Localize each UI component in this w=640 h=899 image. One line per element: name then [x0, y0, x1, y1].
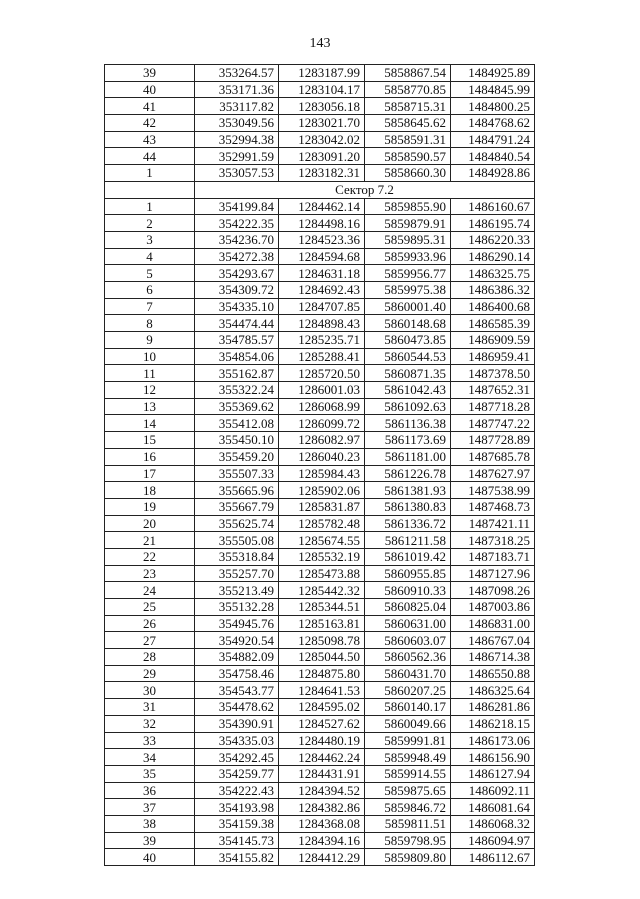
- coordinate-cell: 1486767.04: [451, 632, 535, 649]
- table-row: [105, 749, 535, 766]
- coordinate-cell: 5861042.43: [365, 382, 451, 399]
- coordinate-cell: 352991.59: [195, 148, 279, 165]
- coordinate-cell: 1283091.20: [279, 148, 365, 165]
- table-row: [105, 448, 535, 465]
- coordinate-cell: 1487652.31: [451, 382, 535, 399]
- coordinate-cell: 5860871.35: [365, 365, 451, 382]
- table-row: [105, 799, 535, 816]
- coordinate-cell: 355213.49: [195, 582, 279, 599]
- coordinate-cell: 354193.98: [195, 799, 279, 816]
- coordinate-cell: 355625.74: [195, 515, 279, 532]
- point-number-cell: 22: [105, 548, 195, 565]
- table-row: [105, 265, 535, 282]
- coordinate-cell: 5860049.66: [365, 715, 451, 732]
- table-row: [105, 215, 535, 232]
- coordinate-cell: 355665.96: [195, 482, 279, 499]
- point-number-cell: 9: [105, 332, 195, 349]
- coordinate-cell: 354145.73: [195, 832, 279, 849]
- coordinate-cell: 355507.33: [195, 465, 279, 482]
- point-number-cell: 42: [105, 115, 195, 132]
- coordinate-cell: 1284412.29: [279, 849, 365, 866]
- coordinate-cell: 353117.82: [195, 98, 279, 115]
- table-body-before-sector: [105, 65, 535, 182]
- point-number-cell: 43: [105, 131, 195, 148]
- coordinate-cell: 1486325.64: [451, 682, 535, 699]
- coordinate-cell: 1284641.53: [279, 682, 365, 699]
- coordinate-cell: 1484928.86: [451, 165, 535, 182]
- coordinate-cell: 355450.10: [195, 432, 279, 449]
- coordinate-cell: 5859975.38: [365, 281, 451, 298]
- point-number-cell: 7: [105, 298, 195, 315]
- point-number-cell: 18: [105, 482, 195, 499]
- table-row: [105, 482, 535, 499]
- coordinate-cell: 5861181.00: [365, 448, 451, 465]
- coordinate-cell: 353057.53: [195, 165, 279, 182]
- table-row: [105, 165, 535, 182]
- coordinate-cell: 1486160.67: [451, 198, 535, 215]
- coordinate-cell: 1286068.99: [279, 398, 365, 415]
- table-row: [105, 298, 535, 315]
- coordinate-cell: 5861380.83: [365, 498, 451, 515]
- coordinate-cell: 354854.06: [195, 348, 279, 365]
- coordinate-cell: 1285831.87: [279, 498, 365, 515]
- point-number-cell: 12: [105, 382, 195, 399]
- coordinate-cell: 1284462.24: [279, 749, 365, 766]
- coordinate-cell: 1285720.50: [279, 365, 365, 382]
- coordinate-cell: 5860207.25: [365, 682, 451, 699]
- table-row: [105, 465, 535, 482]
- table-row: [105, 498, 535, 515]
- coordinate-cell: 1486081.64: [451, 799, 535, 816]
- coordinate-cell: 5860631.00: [365, 615, 451, 632]
- coordinate-cell: 5859933.96: [365, 248, 451, 265]
- point-number-cell: 2: [105, 215, 195, 232]
- coordinate-cell: 354236.70: [195, 231, 279, 248]
- table-row: [105, 365, 535, 382]
- coordinate-cell: 1487003.86: [451, 599, 535, 616]
- coordinate-cell: 1487127.96: [451, 565, 535, 582]
- coordinate-cell: 1486092.11: [451, 782, 535, 799]
- table-row: [105, 148, 535, 165]
- coordinate-cell: 1284527.62: [279, 715, 365, 732]
- coordinate-cell: 354293.67: [195, 265, 279, 282]
- table-row: [105, 632, 535, 649]
- coordinate-cell: 354335.03: [195, 732, 279, 749]
- coordinate-cell: 1283182.31: [279, 165, 365, 182]
- coordinate-cell: 1486068.32: [451, 815, 535, 832]
- coordinate-cell: 1484768.62: [451, 115, 535, 132]
- coordinate-cell: 1284394.16: [279, 832, 365, 849]
- table-row: [105, 432, 535, 449]
- coordinate-cell: 1486585.39: [451, 315, 535, 332]
- coordinate-cell: 1487468.73: [451, 498, 535, 515]
- coordinate-cell: 1486127.94: [451, 765, 535, 782]
- table-row: [105, 649, 535, 666]
- coordinate-cell: 1285902.06: [279, 482, 365, 499]
- coordinate-cell: 5859948.49: [365, 749, 451, 766]
- coordinate-cell: 1284692.43: [279, 281, 365, 298]
- coordinate-cell: 1484845.99: [451, 81, 535, 98]
- coordinate-cell: 5858590.57: [365, 148, 451, 165]
- coordinate-cell: 1486290.14: [451, 248, 535, 265]
- coordinate-cell: 1487538.99: [451, 482, 535, 499]
- table-row: [105, 115, 535, 132]
- point-number-cell: 33: [105, 732, 195, 749]
- coordinate-cell: 5860544.53: [365, 348, 451, 365]
- point-number-cell: 21: [105, 532, 195, 549]
- point-number-cell: 40: [105, 849, 195, 866]
- coordinate-cell: 5858645.62: [365, 115, 451, 132]
- coordinate-cell: 1284594.68: [279, 248, 365, 265]
- coordinate-cell: 5861226.78: [365, 465, 451, 482]
- table-row: [105, 815, 535, 832]
- coordinate-cell: 355412.08: [195, 415, 279, 432]
- coordinate-cell: 354335.10: [195, 298, 279, 315]
- table-body-after-sector: [105, 198, 535, 866]
- coordinate-cell: 1286099.72: [279, 415, 365, 432]
- coordinate-cell: 354390.91: [195, 715, 279, 732]
- point-number-cell: 38: [105, 815, 195, 832]
- coordinate-cell: 1487747.22: [451, 415, 535, 432]
- coordinate-cell: 5860910.33: [365, 582, 451, 599]
- coordinate-cell: 1283104.17: [279, 81, 365, 98]
- coordinate-cell: 5859855.90: [365, 198, 451, 215]
- coordinate-cell: 354920.54: [195, 632, 279, 649]
- coordinate-cell: 5861092.63: [365, 398, 451, 415]
- table-row: [105, 699, 535, 716]
- table-row: [105, 715, 535, 732]
- coordinate-cell: 5859846.72: [365, 799, 451, 816]
- table-row: [105, 732, 535, 749]
- coordinate-cell: 1486386.32: [451, 281, 535, 298]
- coordinate-cell: 5860955.85: [365, 565, 451, 582]
- coordinate-cell: 1284462.14: [279, 198, 365, 215]
- point-number-cell: 27: [105, 632, 195, 649]
- point-number-cell: 39: [105, 65, 195, 82]
- coordinate-cell: 5859895.31: [365, 231, 451, 248]
- point-number-cell: 1: [105, 165, 195, 182]
- coordinate-cell: 1283042.02: [279, 131, 365, 148]
- coordinate-cell: 1286040.23: [279, 448, 365, 465]
- coordinate-cell: 354199.84: [195, 198, 279, 215]
- coordinate-cell: 1284480.19: [279, 732, 365, 749]
- point-number-cell: 1: [105, 198, 195, 215]
- point-number-cell: 30: [105, 682, 195, 699]
- point-number-cell: 8: [105, 315, 195, 332]
- coordinate-cell: 1484840.54: [451, 148, 535, 165]
- coordinate-cell: 1286082.97: [279, 432, 365, 449]
- coordinate-cell: 353264.57: [195, 65, 279, 82]
- point-number-cell: 13: [105, 398, 195, 415]
- coordinate-cell: 1284631.18: [279, 265, 365, 282]
- coordinate-cell: 5860562.36: [365, 649, 451, 666]
- coordinate-cell: 5858770.85: [365, 81, 451, 98]
- point-number-cell: 10: [105, 348, 195, 365]
- point-number-cell: 31: [105, 699, 195, 716]
- coordinate-cell: 5858591.31: [365, 131, 451, 148]
- table-row: [105, 131, 535, 148]
- coordinate-cell: 5859809.80: [365, 849, 451, 866]
- coordinate-cell: 1284523.36: [279, 231, 365, 248]
- coordinate-cell: 1487728.89: [451, 432, 535, 449]
- coordinate-cell: 5858715.31: [365, 98, 451, 115]
- coordinate-cell: 1285532.19: [279, 548, 365, 565]
- coordinate-cell: 5859798.95: [365, 832, 451, 849]
- coordinate-cell: 1484925.89: [451, 65, 535, 82]
- coordinate-cell: 1487627.97: [451, 465, 535, 482]
- coordinate-cell: 1487718.28: [451, 398, 535, 415]
- coordinate-cell: 5859914.55: [365, 765, 451, 782]
- coordinate-cell: 1487183.71: [451, 548, 535, 565]
- table-row: [105, 98, 535, 115]
- point-number-cell: 3: [105, 231, 195, 248]
- table-row: [105, 281, 535, 298]
- coordinate-cell: 354222.35: [195, 215, 279, 232]
- coordinate-cell: 1486959.41: [451, 348, 535, 365]
- coordinate-cell: 1487318.25: [451, 532, 535, 549]
- coordinate-cell: 5861336.72: [365, 515, 451, 532]
- table-row: [105, 682, 535, 699]
- page-number: 143: [309, 36, 331, 51]
- table-row: [105, 582, 535, 599]
- point-number-cell: 37: [105, 799, 195, 816]
- coordinate-cell: 1285442.32: [279, 582, 365, 599]
- coordinate-cell: 355459.20: [195, 448, 279, 465]
- coordinate-cell: 1486112.67: [451, 849, 535, 866]
- point-number-cell: 35: [105, 765, 195, 782]
- coordinate-cell: 5861381.93: [365, 482, 451, 499]
- coordinate-cell: 1486400.68: [451, 298, 535, 315]
- coordinate-cell: 5861019.42: [365, 548, 451, 565]
- coordinate-cell: 354259.77: [195, 765, 279, 782]
- point-number-cell: 19: [105, 498, 195, 515]
- coordinate-cell: 355257.70: [195, 565, 279, 582]
- table-row: [105, 515, 535, 532]
- coordinate-cell: 5860001.40: [365, 298, 451, 315]
- coordinate-cell: 1285674.55: [279, 532, 365, 549]
- table-row: [105, 765, 535, 782]
- table-row: [105, 315, 535, 332]
- table-row: [105, 599, 535, 616]
- coordinate-cell: 1285344.51: [279, 599, 365, 616]
- coordinate-cell: 1486550.88: [451, 665, 535, 682]
- coordinate-cell: 5859811.51: [365, 815, 451, 832]
- coordinate-cell: 354155.82: [195, 849, 279, 866]
- point-number-cell: 29: [105, 665, 195, 682]
- sector-header-group: [105, 181, 535, 198]
- coordinate-cell: 5861136.38: [365, 415, 451, 432]
- coordinate-cell: 1486909.59: [451, 332, 535, 349]
- coordinate-cell: 1484800.25: [451, 98, 535, 115]
- coordinates-table: [104, 64, 535, 866]
- coordinate-cell: 5859879.91: [365, 215, 451, 232]
- point-number-cell: 24: [105, 582, 195, 599]
- sector-blank-cell: [105, 181, 195, 198]
- coordinate-cell: 5859991.81: [365, 732, 451, 749]
- coordinate-cell: 5859956.77: [365, 265, 451, 282]
- coordinate-cell: 354292.45: [195, 749, 279, 766]
- table-row: [105, 65, 535, 82]
- point-number-cell: 32: [105, 715, 195, 732]
- table-row: [105, 81, 535, 98]
- coordinate-cell: 1284431.91: [279, 765, 365, 782]
- coordinate-cell: 5860603.07: [365, 632, 451, 649]
- coordinate-cell: 354758.46: [195, 665, 279, 682]
- coordinate-cell: 1487685.78: [451, 448, 535, 465]
- coordinate-cell: 354272.38: [195, 248, 279, 265]
- coordinate-cell: 354543.77: [195, 682, 279, 699]
- coordinate-cell: 5858867.54: [365, 65, 451, 82]
- coordinate-cell: 1487421.11: [451, 515, 535, 532]
- coordinate-cell: 5858660.30: [365, 165, 451, 182]
- point-number-cell: 26: [105, 615, 195, 632]
- coordinate-cell: 352994.38: [195, 131, 279, 148]
- table-row: [105, 248, 535, 265]
- coordinate-cell: 1487098.26: [451, 582, 535, 599]
- point-number-cell: 5: [105, 265, 195, 282]
- coordinate-cell: 1285044.50: [279, 649, 365, 666]
- sector-label: Сектор 7.2: [195, 181, 535, 198]
- coordinate-cell: 5860140.17: [365, 699, 451, 716]
- coordinate-cell: 5860473.85: [365, 332, 451, 349]
- point-number-cell: 25: [105, 599, 195, 616]
- coordinate-cell: 354945.76: [195, 615, 279, 632]
- table-row: [105, 832, 535, 849]
- coordinate-cell: 5861173.69: [365, 432, 451, 449]
- coordinate-cell: 5860431.70: [365, 665, 451, 682]
- point-number-cell: 41: [105, 98, 195, 115]
- coordinate-cell: 1487378.50: [451, 365, 535, 382]
- point-number-cell: 34: [105, 749, 195, 766]
- point-number-cell: 6: [105, 281, 195, 298]
- coordinate-cell: 1284498.16: [279, 215, 365, 232]
- coordinate-cell: 1285984.43: [279, 465, 365, 482]
- table-row: [105, 615, 535, 632]
- coordinate-cell: 1486195.74: [451, 215, 535, 232]
- coordinate-cell: 354309.72: [195, 281, 279, 298]
- point-number-cell: 23: [105, 565, 195, 582]
- coordinate-cell: 354882.09: [195, 649, 279, 666]
- coordinate-cell: 1283021.70: [279, 115, 365, 132]
- coordinate-cell: 355505.08: [195, 532, 279, 549]
- coordinate-cell: 1285473.88: [279, 565, 365, 582]
- coordinate-cell: 355318.84: [195, 548, 279, 565]
- coordinate-cell: 5860825.04: [365, 599, 451, 616]
- point-number-cell: 4: [105, 248, 195, 265]
- coordinate-cell: 5859875.65: [365, 782, 451, 799]
- coordinate-cell: 355162.87: [195, 365, 279, 382]
- point-number-cell: 40: [105, 81, 195, 98]
- coordinate-cell: 1285163.81: [279, 615, 365, 632]
- coordinate-cell: 1285288.41: [279, 348, 365, 365]
- point-number-cell: 11: [105, 365, 195, 382]
- table-row: [105, 198, 535, 215]
- coordinate-cell: 5861211.58: [365, 532, 451, 549]
- point-number-cell: 44: [105, 148, 195, 165]
- point-number-cell: 15: [105, 432, 195, 449]
- coordinate-cell: 1486094.97: [451, 832, 535, 849]
- point-number-cell: 17: [105, 465, 195, 482]
- point-number-cell: 39: [105, 832, 195, 849]
- coordinate-cell: 1284898.43: [279, 315, 365, 332]
- coordinate-cell: 1486281.86: [451, 699, 535, 716]
- table-row: [105, 398, 535, 415]
- coordinate-cell: 1285098.78: [279, 632, 365, 649]
- table-row: [105, 382, 535, 399]
- point-number-cell: 20: [105, 515, 195, 532]
- coordinate-cell: 1486831.00: [451, 615, 535, 632]
- coordinate-cell: 354159.38: [195, 815, 279, 832]
- coordinate-cell: 1486714.38: [451, 649, 535, 666]
- coordinate-cell: 1285782.48: [279, 515, 365, 532]
- table-row: [105, 332, 535, 349]
- table-row: [105, 849, 535, 866]
- point-number-cell: 16: [105, 448, 195, 465]
- coordinate-cell: 354474.44: [195, 315, 279, 332]
- coordinate-cell: 354222.43: [195, 782, 279, 799]
- coordinate-cell: 1284707.85: [279, 298, 365, 315]
- table-row: [105, 231, 535, 248]
- coordinate-cell: 1283187.99: [279, 65, 365, 82]
- table-row: [105, 532, 535, 549]
- coordinate-cell: 5860148.68: [365, 315, 451, 332]
- coordinate-cell: 353049.56: [195, 115, 279, 132]
- coordinate-cell: 1284368.08: [279, 815, 365, 832]
- coordinate-cell: 1486220.33: [451, 231, 535, 248]
- coordinate-cell: 1285235.71: [279, 332, 365, 349]
- coordinate-cell: 1486325.75: [451, 265, 535, 282]
- table-row: [105, 548, 535, 565]
- coordinate-cell: 355322.24: [195, 382, 279, 399]
- coordinate-cell: 353171.36: [195, 81, 279, 98]
- coordinate-cell: 1284595.02: [279, 699, 365, 716]
- point-number-cell: 28: [105, 649, 195, 666]
- coordinate-cell: 1284875.80: [279, 665, 365, 682]
- table-row: [105, 565, 535, 582]
- point-number-cell: 36: [105, 782, 195, 799]
- coordinate-cell: 354785.57: [195, 332, 279, 349]
- coordinate-cell: 1486173.06: [451, 732, 535, 749]
- coordinate-cell: 1486218.15: [451, 715, 535, 732]
- table-row: [105, 348, 535, 365]
- table-row: [105, 415, 535, 432]
- table-row: [105, 782, 535, 799]
- coordinate-cell: 355369.62: [195, 398, 279, 415]
- sector-row: [105, 181, 535, 198]
- coordinate-cell: 1283056.18: [279, 98, 365, 115]
- coordinate-cell: 1486156.90: [451, 749, 535, 766]
- coordinate-cell: 355132.28: [195, 599, 279, 616]
- table-row: [105, 665, 535, 682]
- coordinate-cell: 1284394.52: [279, 782, 365, 799]
- coordinate-cell: 1284382.86: [279, 799, 365, 816]
- coordinate-cell: 355667.79: [195, 498, 279, 515]
- coordinate-cell: 354478.62: [195, 699, 279, 716]
- coordinate-cell: 1286001.03: [279, 382, 365, 399]
- coordinate-cell: 1484791.24: [451, 131, 535, 148]
- point-number-cell: 14: [105, 415, 195, 432]
